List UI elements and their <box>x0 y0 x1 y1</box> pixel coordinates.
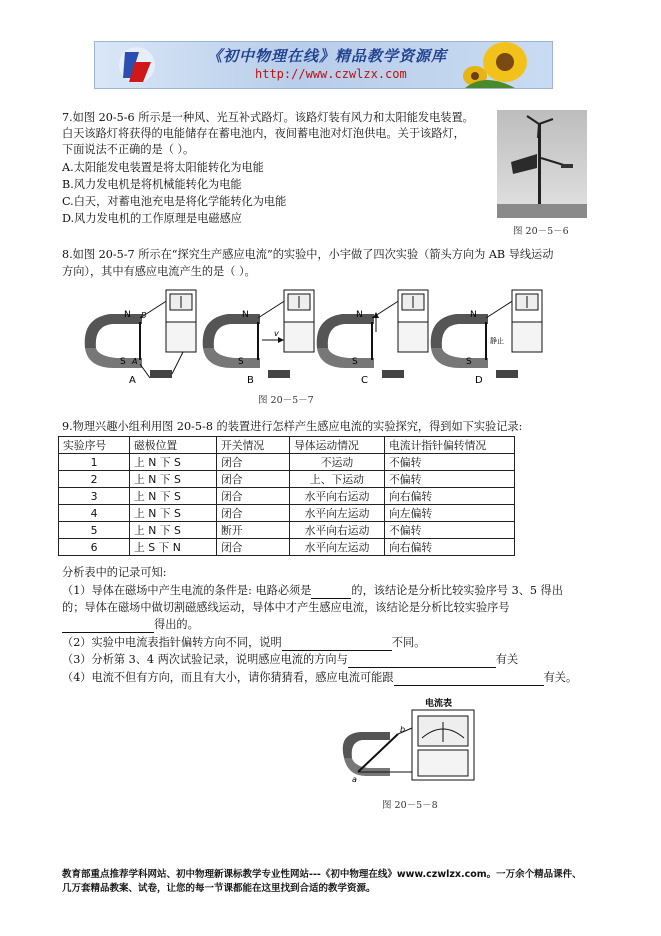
q8-label-s: S <box>120 357 126 367</box>
table-cell: 上 N 下 S <box>130 454 217 471</box>
q8-panel-label-a: A <box>129 375 136 386</box>
table-cell: 闭合 <box>217 488 290 505</box>
q8-panel-c <box>317 290 428 386</box>
q8-label-s-d: S <box>466 357 472 367</box>
table-cell: 水平向右运动 <box>290 522 385 539</box>
q9-analysis-1-line-1 <box>62 583 563 599</box>
q9-a3-text-b: 有关 <box>495 653 519 666</box>
table-cell: 5 <box>59 522 130 539</box>
q8-label-s-c: S <box>352 357 358 367</box>
table-cell: 不偏转 <box>385 471 515 488</box>
table-cell: 闭合 <box>217 505 290 522</box>
q9-a4-text-a: （4）电流不但有方向，而且有大小，请你猜猜看，感应电流可能跟 <box>62 671 394 684</box>
table-cell: 上 N 下 S <box>130 488 217 505</box>
q9-a1-line-2: 的；导体在磁场中做切割磁感线运动，导体中才产生感应电流，该结论是分析比较实验序号 <box>62 601 510 614</box>
q8-panel-label-c: C <box>361 375 368 386</box>
table-cell: 向左偏转 <box>385 505 515 522</box>
table-header: 电流计指针偏转情况 <box>385 437 515 454</box>
q9-a1-text-a: （1）导体在磁场中产生电流的条件是: 电路必须是 <box>62 584 312 597</box>
table-row <box>59 522 515 539</box>
table-row <box>59 471 515 488</box>
table-cell: 向右偏转 <box>385 539 515 556</box>
q9-a3-text-a: （3）分析第 3、4 两次试验记录，说明感应电流的方向与 <box>62 653 348 666</box>
q8-label-n-d: N <box>470 310 477 320</box>
table-cell: 水平向右运动 <box>290 488 385 505</box>
table-row <box>59 539 515 556</box>
q8-label-b: B <box>141 311 147 320</box>
q9-analysis-title: 分析表中的记录可知: <box>62 566 167 579</box>
street-lamp-photo <box>497 110 587 218</box>
table-cell: 上 N 下 S <box>130 522 217 539</box>
table-cell: 上 S 下 N <box>130 539 217 556</box>
table-cell: 6 <box>59 539 130 556</box>
table-header: 实验序号 <box>59 437 130 454</box>
table-cell: 2 <box>59 471 130 488</box>
q9-a2-text-a: （2）实验中电流表指针偏转方向不同，说明 <box>62 636 282 649</box>
q8-panel-label-b: B <box>247 375 254 386</box>
answer-blank[interactable] <box>394 673 544 686</box>
q9-analysis-1-line-3 <box>62 617 199 633</box>
q8-label-s-b: S <box>238 357 244 367</box>
footer-line-2: 几万套精品教案、试卷，让您的每一节课都能在这里找到合适的教学资源。 <box>62 883 376 894</box>
table-cell: 上 N 下 S <box>130 505 217 522</box>
q7-option-c: C.白天，对蓄电池充电是将化学能转化为电能 <box>62 195 287 208</box>
table-header-row <box>59 437 515 454</box>
q9-analysis-4 <box>62 670 577 686</box>
q8-panel-label-d: D <box>475 375 483 386</box>
q8-panel-d <box>431 290 542 386</box>
table-cell: 向右偏转 <box>385 488 515 505</box>
table-cell: 1 <box>59 454 130 471</box>
q8-line-1: 8.如图 20-5-7 所示在“探究生产感应电流”的实验中，小宇做了四次实验（箭头方向为 AB 导线运动 <box>62 248 554 261</box>
table-cell: 水平向左运动 <box>290 505 385 522</box>
table-cell: 不偏转 <box>385 454 515 471</box>
q9-a4-text-b: 有关。 <box>543 671 578 684</box>
q8-label-still: 静止 <box>490 337 504 345</box>
table-header: 导体运动情况 <box>290 437 385 454</box>
answer-blank[interactable] <box>282 638 392 651</box>
table-cell: 3 <box>59 488 130 505</box>
answer-blank[interactable] <box>62 620 154 633</box>
q8-label-a: A <box>132 357 138 366</box>
q9-intro: 9.物理兴趣小组利用图 20-5-8 的装置进行怎样产生感应电流的实验探究，得到如下实验记录: <box>62 420 523 433</box>
q8-label-n-c: N <box>356 310 363 320</box>
q9-a1-text-b: 的，该结论是分析比较实验序号 3、5 得出 <box>351 584 563 597</box>
q9-analysis-3 <box>62 652 518 668</box>
table-cell: 不偏转 <box>385 522 515 539</box>
q8-line-2: 方向），其中有感应电流产生的是（ ）。 <box>62 265 256 278</box>
table-cell: 闭合 <box>217 471 290 488</box>
q7-line-2: 白天该路灯将获得的电能储存在蓄电池内，夜间蓄电池对灯泡供电。关于该路灯， <box>62 127 465 140</box>
q7-line-3: 下面说法不正确的是（ ）。 <box>62 143 195 156</box>
q8-figure-caption: 图 20－5－7 <box>258 395 314 406</box>
table-cell: 4 <box>59 505 130 522</box>
table-cell: 不运动 <box>290 454 385 471</box>
banner-title: 《初中物理在线》精品教学资源库 <box>207 47 448 65</box>
banner-url: http://www.czwlzx.com <box>255 67 407 81</box>
header-banner <box>94 41 553 89</box>
q9-label-b: b <box>400 725 406 734</box>
q9-a1-text-c: 得出的。 <box>154 618 199 631</box>
q8-apparatus-figure <box>80 288 600 386</box>
table-cell: 闭合 <box>217 539 290 556</box>
q7-option-b: B.风力发电机是将机械能转化为电能 <box>62 178 242 191</box>
table-cell: 闭合 <box>217 454 290 471</box>
table-row <box>59 454 515 471</box>
answer-blank[interactable] <box>311 586 351 599</box>
q9-apparatus-figure <box>338 694 488 792</box>
table-row <box>59 488 515 505</box>
table-row <box>59 505 515 522</box>
q9-figure-caption: 图 20－5－8 <box>382 800 438 811</box>
table-cell: 上 N 下 S <box>130 471 217 488</box>
q8-panel-a <box>85 290 196 386</box>
table-cell: 断开 <box>217 522 290 539</box>
table-cell: 水平向左运动 <box>290 539 385 556</box>
q9-record-table <box>58 436 515 556</box>
answer-blank[interactable] <box>348 655 496 668</box>
ammeter-title: 电流表 <box>425 699 453 709</box>
q9-a2-text-b: 不同。 <box>391 636 426 649</box>
q7-figure-caption: 图 20－5－6 <box>513 226 569 237</box>
table-cell: 上、下运动 <box>290 471 385 488</box>
q8-panel-b <box>203 290 314 386</box>
q7-option-a: A.太阳能发电装置是将太阳能转化为电能 <box>62 161 264 174</box>
table-header: 磁极位置 <box>130 437 217 454</box>
table-header: 开关情况 <box>217 437 290 454</box>
q7-option-d: D.风力发电机的工作原理是电磁感应 <box>62 212 242 225</box>
q8-label-n-b: N <box>242 310 249 320</box>
q8-label-v: v <box>274 329 279 338</box>
footer-line-1: 教育部重点推荐学科网站、初中物理新课标教学专业性网站---《初中物理在线》www.czwlzx.com。一万余个精品课件、 <box>62 869 582 880</box>
q9-label-a: a <box>352 775 357 784</box>
q8-label-n: N <box>124 310 131 320</box>
q9-analysis-2 <box>62 635 425 651</box>
q7-line-1: 7.如图 20-5-6 所示是一种风、光互补式路灯。该路灯装有风力和太阳能发电装置。 <box>62 111 474 124</box>
